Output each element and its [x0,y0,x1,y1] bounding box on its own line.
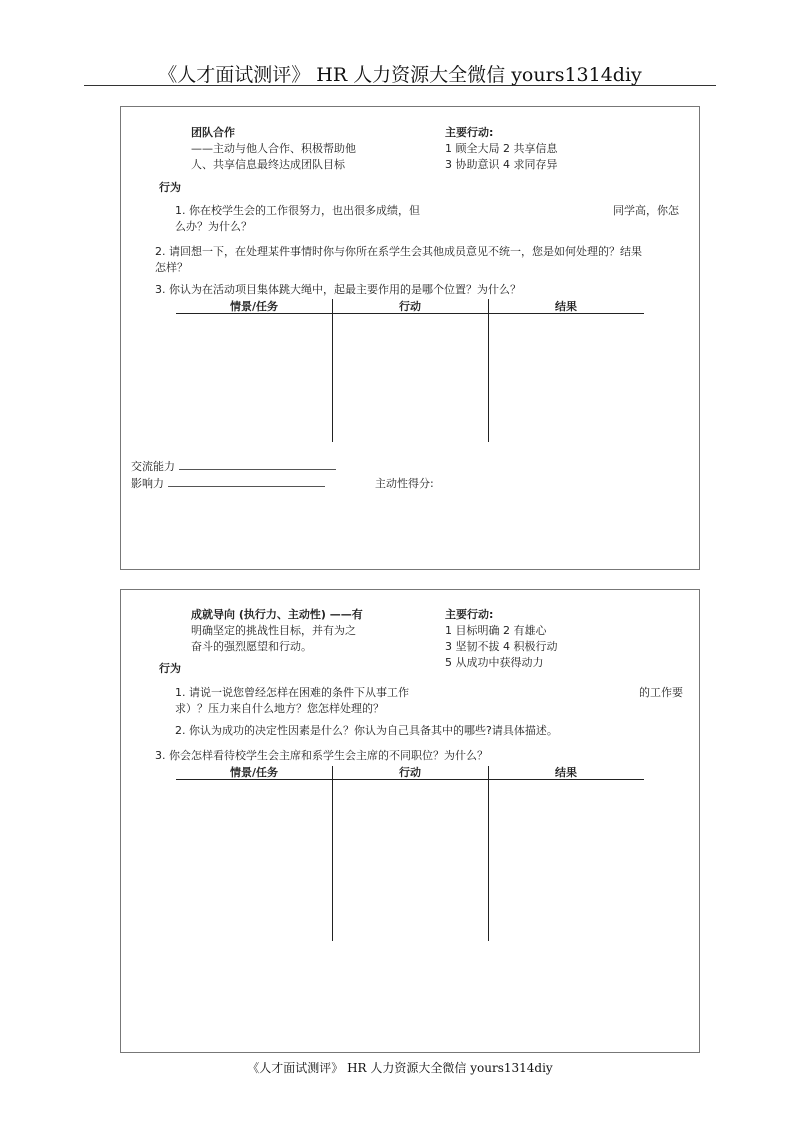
key-action-line: 3 协助意识 4 求同存异 [445,158,558,171]
behavior-label: 行为 [159,662,181,675]
communication-label: 交流能力 [131,460,175,473]
star-table-divider [488,299,489,442]
question-1-right: 的工作要 [639,686,683,699]
key-action-line: 3 坚韧不拔 4 积极行动 [445,640,558,653]
key-actions-title: 主要行动: [445,608,494,621]
competency-title: 成就导向 (执行力、主动性) ——有 [191,608,363,621]
question-2-line1: 2. 请回想一下，在处理某件事情时你与你所在系学生会其他成员意见不统一，您是如何处理的？结果 [155,245,642,258]
question-3: 3. 你认为在活动项目集体跳大绳中，起最主要作用的是哪个位置？为什么？ [155,283,521,296]
table-header-action: 行动 [399,766,421,779]
page-footer-title: 《人才面试测评》 HR 人力资源大全微信 yours1314diy [247,1061,553,1075]
star-table-rule [176,779,644,780]
influence-blank [168,476,325,487]
question-1-left: 1. 请说一说您曾经怎样在困难的条件下从事工作 [175,686,409,699]
competency-desc-line1: 明确坚定的挑战性目标，并有为之 [191,624,356,637]
influence-label: 影响力 [131,477,164,490]
key-action-line: 5 从成功中获得动力 [445,656,544,669]
table-header-result: 结果 [555,300,577,313]
table-header-action: 行动 [399,300,421,313]
key-actions-title: 主要行动: [445,126,494,139]
question-1-line2: 求）？压力来自什么地方？您怎样处理的？ [175,702,384,715]
competency-desc-line1: ——主动与他人合作、积极帮助他 [191,142,356,155]
star-table-divider [332,299,333,442]
influence-rating [131,476,325,492]
score-label: 主动性得分: [375,477,434,490]
table-header-situation: 情景/任务 [229,300,279,313]
header-divider [84,85,716,86]
table-header-situation: 情景/任务 [229,766,279,779]
key-action-line: 1 目标明确 2 有雄心 [445,624,547,637]
star-table-rule [176,313,644,314]
competency-card-teamwork [120,106,700,570]
question-1-line2: 么办？为什么？ [175,220,252,233]
page-header-title: 《人才面试测评》 HR 人力资源大全微信 yours1314diy [158,64,642,86]
star-table-divider [332,766,333,941]
question-3: 3. 你会怎样看待校学生会主席和系学生会主席的不同职位？为什么？ [155,749,488,762]
competency-desc-line2: 人、共享信息最终达成团队目标 [191,158,345,171]
competency-title: 团队合作 [191,126,235,139]
question-1-right: 同学高，你怎 [613,204,679,217]
star-table-divider [488,766,489,941]
question-1-left: 1. 你在校学生会的工作很努力，也出很多成绩，但 [175,204,420,217]
communication-rating [131,459,336,475]
behavior-label: 行为 [159,181,181,194]
table-header-result: 结果 [555,766,577,779]
competency-desc-line2: 奋斗的强烈愿望和行动。 [191,640,312,653]
question-2: 2. 你认为成功的决定性因素是什么？你认为自己具备其中的哪些?请具体描述。 [175,724,558,737]
key-action-line: 1 顾全大局 2 共享信息 [445,142,558,155]
question-2-line2: 怎样？ [155,261,188,274]
competency-card-achievement [120,589,700,1053]
communication-blank [179,459,336,470]
